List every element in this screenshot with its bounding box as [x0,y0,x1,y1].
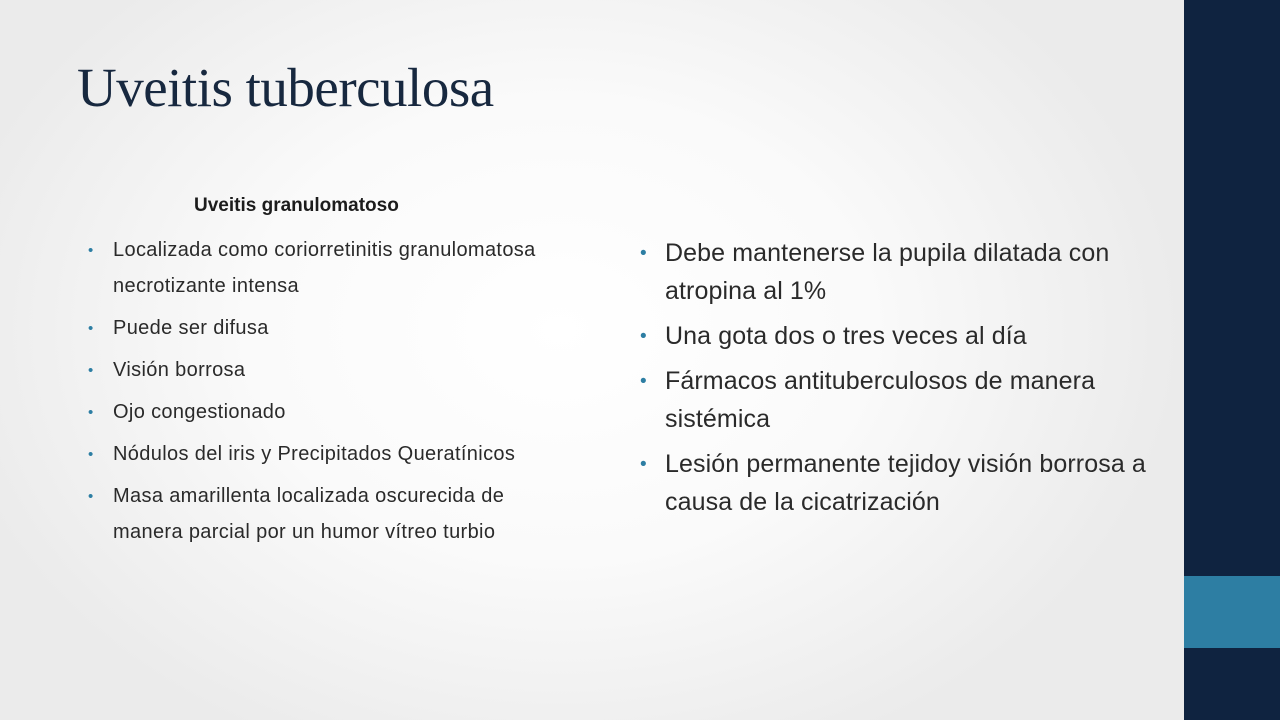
bullet-icon: • [88,403,94,421]
bullet-text: Fármacos antituberculosos de manera sistémica [665,367,1096,433]
list-item [88,232,558,304]
right-column [640,234,1160,528]
sidebar-accent-block [1184,576,1280,648]
list-item [88,478,558,550]
bullet-icon: • [88,319,94,337]
bullet-text: Masa amarillenta localizada oscurecida de manera parcial por un humor vítreo turbio [113,484,505,543]
bullet-text: Debe mantenerse la pupila dilatada con atropina al 1% [665,239,1110,305]
list-item [88,352,558,388]
bullet-icon: • [640,243,647,264]
bullet-text: Visión borrosa [113,358,246,381]
slide-title: Uveitis tuberculosa [77,57,494,118]
bullet-icon: • [640,371,647,392]
list-item [640,317,1160,355]
list-item [640,362,1160,438]
list-item [88,310,558,346]
list-item [640,234,1160,310]
left-bullet-list [88,232,558,550]
bullet-icon: • [88,361,94,379]
bullet-icon: • [88,241,94,259]
right-bullet-list [640,234,1160,521]
list-item [88,436,558,472]
bullet-text: Localizada como coriorretinitis granulomatosa necrotizante intensa [113,238,536,297]
left-column-heading: Uveitis granulomatoso [194,195,399,216]
bullet-icon: • [88,487,94,505]
list-item [640,445,1160,521]
bullet-icon: • [640,326,647,347]
bullet-icon: • [640,454,647,475]
bullet-text: Lesión permanente tejidoy visión borrosa a causa de la cicatrización [665,450,1146,516]
list-item [88,394,558,430]
bullet-text: Ojo congestionado [113,400,286,423]
bullet-icon: • [88,445,94,463]
left-column [88,195,558,556]
bullet-text: Puede ser difusa [113,316,269,339]
decorative-sidebar [1184,0,1280,720]
bullet-text: Nódulos del iris y Precipitados Queratínicos [113,442,516,465]
bullet-text: Una gota dos o tres veces al día [665,322,1027,350]
